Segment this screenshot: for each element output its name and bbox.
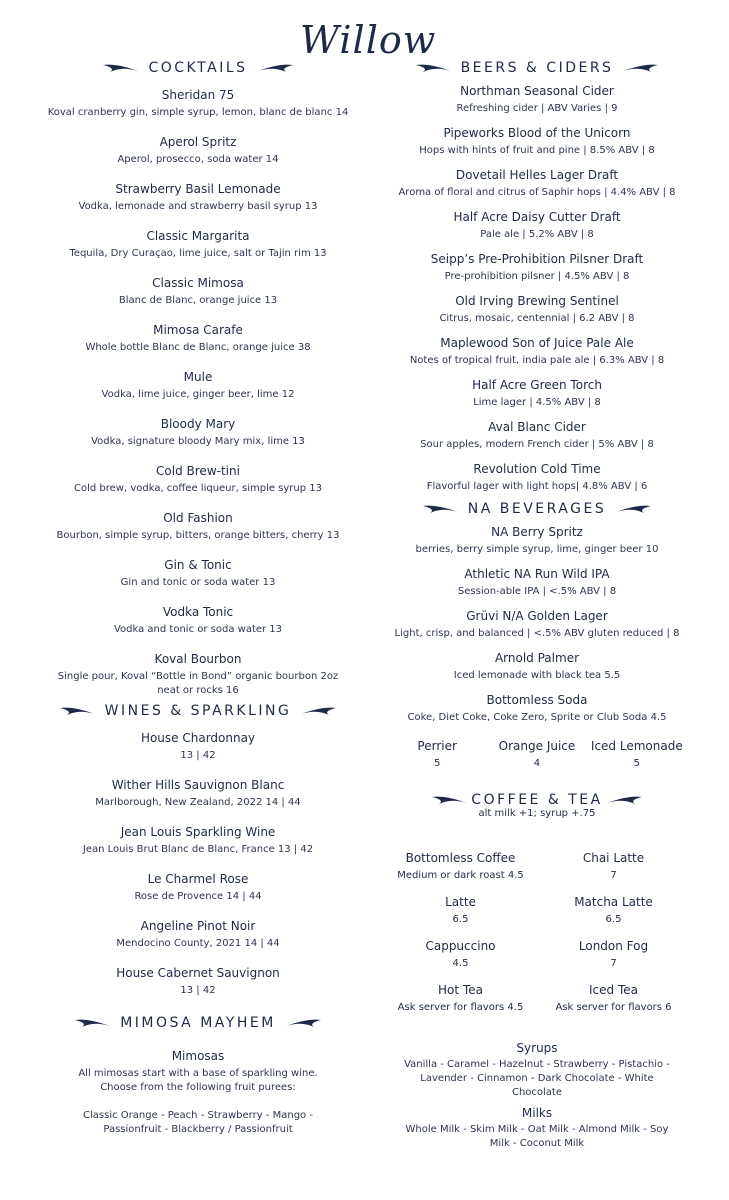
item-desc: Single pour, Koval “Bottle in Bond” organic bourbon 2oz — [57, 671, 339, 682]
wines-title: WINES & SPARKLING — [104, 703, 292, 719]
item-desc: Aperol, prosecco, soda water 14 — [117, 154, 279, 165]
cocktail-item — [18, 276, 378, 308]
item-desc: Mendocino County, 2021 14 | 44 — [116, 938, 280, 949]
beers-section — [384, 60, 690, 494]
item-name: Cold Brew-tini — [156, 464, 240, 478]
beer-item — [384, 462, 690, 494]
item-desc: Medium or dark roast 4.5 — [397, 870, 524, 881]
item-name: Old Irving Brewing Sentinel — [455, 294, 619, 308]
swallow-left-icon — [415, 60, 453, 76]
beer-item — [384, 378, 690, 410]
coffee-item — [537, 851, 690, 881]
item-desc: Iced lemonade with black tea 5.5 — [453, 670, 621, 681]
item-name: Revolution Cold Time — [473, 462, 601, 476]
coffee-item — [384, 851, 537, 881]
item-desc: Vodka and tonic or soda water 13 — [113, 624, 283, 635]
coffee-item — [537, 939, 690, 969]
item-desc: 6.5 — [452, 914, 469, 925]
coffee-item — [537, 895, 690, 925]
item-desc: Jean Louis Brut Blanc de Blanc, France 13 | 42 — [82, 844, 314, 855]
item-name: Pipeworks Blood of the Unicorn — [443, 126, 631, 140]
na-header — [384, 501, 690, 517]
wine-item — [18, 778, 378, 810]
item-name: Le Charmel Rose — [147, 872, 249, 886]
swallow-left-icon — [422, 501, 460, 517]
item-desc: Gin and tonic or soda water 13 — [120, 577, 276, 588]
mimosa-line: Choose from the following fruit purees: — [100, 1082, 296, 1093]
coffee-header — [384, 792, 690, 808]
beer-item — [384, 252, 690, 284]
cocktail-item — [18, 135, 378, 167]
item-name: Bottomless Soda — [486, 693, 588, 707]
item-name: Maplewood Son of Juice Pale Ale — [440, 336, 634, 350]
item-desc: Coke, Diet Coke, Coke Zero, Sprite or Club Soda 4.5 — [407, 712, 667, 723]
item-name: Cappuccino — [425, 939, 496, 953]
item-name: Strawberry Basil Lemonade — [115, 182, 281, 196]
item-desc: Sour apples, modern French cider | 5% ABV | 8 — [420, 439, 654, 450]
willow-logo: Willow — [300, 18, 437, 62]
coffee-grid — [384, 851, 690, 1013]
cocktail-item — [18, 652, 378, 698]
item-desc: Ask server for flavors 6 — [555, 1002, 672, 1013]
cocktail-item — [18, 417, 378, 449]
item-desc-cont: neat or rocks 16 — [157, 685, 239, 696]
item-desc: Pale ale | 5.2% ABV | 8 — [480, 229, 594, 240]
wine-item — [18, 825, 378, 857]
item-desc: Bourbon, simple syrup, bitters, orange bitters, cherry 13 — [56, 530, 340, 541]
item-desc: berries, berry simple syrup, lime, ginger beer 10 — [415, 544, 659, 555]
item-desc: Vodka, signature bloody Mary mix, lime 13 — [91, 436, 305, 447]
na-small-item — [388, 739, 486, 769]
beer-item — [384, 294, 690, 326]
item-price: 4 — [533, 758, 541, 769]
item-name: Jean Louis Sparkling Wine — [120, 825, 276, 839]
item-name: Athletic NA Run Wild IPA — [464, 567, 610, 581]
cocktail-item — [18, 229, 378, 261]
cocktail-item — [18, 88, 378, 120]
beer-item — [384, 168, 690, 200]
wine-item — [18, 966, 378, 998]
item-desc: Refreshing cider | ABV Varies | 9 — [456, 103, 618, 114]
item-name: Bloody Mary — [160, 417, 236, 431]
item-name: Koval Bourbon — [154, 652, 242, 666]
item-name: Perrier — [417, 739, 457, 753]
item-name: Wither Hills Sauvignon Blanc — [111, 778, 285, 792]
beer-item — [384, 126, 690, 158]
item-desc: Tequila, Dry Curaçao, lime juice, salt or Tajin rim 13 — [69, 248, 327, 259]
item-name: Seipp’s Pre-Prohibition Pilsner Draft — [430, 252, 644, 266]
item-name: Half Acre Daisy Cutter Draft — [453, 210, 621, 224]
milks-list: Milk - Coconut Milk — [489, 1138, 585, 1149]
item-name: NA Berry Spritz — [491, 525, 583, 539]
item-desc: Whole bottle Blanc de Blanc, orange juice 38 — [85, 342, 311, 353]
item-desc: Vodka, lemonade and strawberry basil syrup 13 — [78, 201, 318, 212]
mimosa-title: MIMOSA MAYHEM — [120, 1015, 276, 1031]
milks-title: Milks — [521, 1106, 553, 1120]
item-desc: Aroma of floral and citrus of Saphir hops | 4.4% ABV | 8 — [398, 187, 676, 198]
swallow-right-icon — [256, 60, 294, 76]
syrups-list: Chocolate — [511, 1087, 563, 1098]
wine-item — [18, 872, 378, 904]
cocktails-title: COCKTAILS — [148, 60, 248, 76]
beer-item — [384, 84, 690, 116]
item-name: Arnold Palmer — [494, 651, 580, 665]
cocktails-header — [18, 60, 378, 76]
item-name: Iced Lemonade — [590, 739, 683, 753]
na-title: NA BEVERAGES — [467, 501, 607, 517]
beers-title: BEERS & CIDERS — [460, 60, 614, 76]
item-name: Old Fashion — [163, 511, 233, 525]
item-name: Sheridan 75 — [161, 88, 235, 102]
item-name: Mimosas — [171, 1049, 225, 1063]
na-item — [384, 693, 690, 725]
beer-item — [384, 336, 690, 368]
item-desc: 7 — [610, 958, 617, 969]
cocktail-item — [18, 511, 378, 543]
mimosa-purees: Passionfruit - Blackberry / Passionfruit — [103, 1124, 293, 1135]
milks-block — [384, 1106, 690, 1151]
item-desc: Rose de Provence 14 | 44 — [134, 891, 262, 902]
na-small-item — [488, 739, 586, 769]
coffee-subtitle: alt milk +1; syrup +.75 — [478, 808, 596, 819]
na-item — [384, 651, 690, 683]
item-name: Angeline Pinot Noir — [140, 919, 256, 933]
na-item — [384, 525, 690, 557]
swallow-right-icon — [614, 501, 652, 517]
item-desc: 13 | 42 — [180, 750, 216, 761]
wine-item — [18, 731, 378, 763]
na-section — [384, 501, 690, 769]
item-desc: 13 | 42 — [180, 985, 216, 996]
mimosa-section — [18, 1015, 378, 1137]
item-name: Grüvi N/A Golden Lager — [466, 609, 608, 623]
wines-header — [18, 703, 378, 719]
coffee-item — [537, 983, 690, 1013]
mimosa-purees: Classic Orange - Peach - Strawberry - Mango - — [83, 1110, 313, 1121]
mimosa-header — [18, 1015, 378, 1031]
coffee-title: COFFEE & TEA — [471, 792, 603, 808]
item-desc: Blanc de Blanc, orange juice 13 — [118, 295, 278, 306]
item-name: Latte — [445, 895, 476, 909]
item-name: Mule — [183, 370, 213, 384]
wines-section — [18, 703, 378, 998]
item-desc: Pre-prohibition pilsner | 4.5% ABV | 8 — [444, 271, 630, 282]
item-desc: Ask server for flavors 4.5 — [397, 1002, 524, 1013]
swallow-left-icon — [431, 792, 469, 808]
mimosa-line: All mimosas start with a base of sparkling wine. — [78, 1068, 318, 1079]
item-name: Vodka Tonic — [162, 605, 234, 619]
na-item — [384, 609, 690, 641]
syrups-title: Syrups — [516, 1041, 558, 1055]
cocktail-item — [18, 182, 378, 214]
item-desc: Marlborough, New Zealand, 2022 14 | 44 — [95, 797, 301, 808]
syrups-list: Lavender - Cinnamon - Dark Chocolate - White — [420, 1073, 654, 1084]
cocktail-item — [18, 464, 378, 496]
item-name: Aval Blanc Cider — [488, 420, 586, 434]
item-price: 5 — [433, 758, 441, 769]
coffee-section — [384, 792, 690, 1151]
item-name: Classic Mimosa — [152, 276, 244, 290]
item-desc: Vodka, lime juice, ginger beer, lime 12 — [101, 389, 295, 400]
left-column — [18, 60, 378, 698]
syrups-block — [384, 1041, 690, 1100]
item-name: Orange Juice — [498, 739, 576, 753]
item-name: Dovetail Helles Lager Draft — [455, 168, 619, 182]
item-name: London Fog — [578, 939, 649, 953]
item-name: Aperol Spritz — [159, 135, 237, 149]
na-item — [384, 567, 690, 599]
swallow-left-icon — [59, 703, 97, 719]
item-desc: Flavorful lager with light hops| 4.8% ABV | 6 — [426, 481, 648, 492]
item-name: Bottomless Coffee — [405, 851, 516, 865]
item-name: Half Acre Green Torch — [472, 378, 602, 392]
item-name: Mimosa Carafe — [153, 323, 243, 337]
item-name: Classic Margarita — [146, 229, 250, 243]
syrups-list: Vanilla - Caramel - Hazelnut - Strawberry - Pistachio - — [404, 1059, 670, 1070]
item-desc: Lime lager | 4.5% ABV | 8 — [473, 397, 601, 408]
item-name: Iced Tea — [589, 983, 638, 997]
beer-item — [384, 420, 690, 452]
item-desc: Notes of tropical fruit, india pale ale | 6.3% ABV | 8 — [409, 355, 665, 366]
item-desc: Hops with hints of fruit and pine | 8.5% ABV | 8 — [419, 145, 655, 156]
cocktail-item — [18, 558, 378, 590]
coffee-item — [384, 895, 537, 925]
wine-item — [18, 919, 378, 951]
swallow-right-icon — [299, 703, 337, 719]
item-name: Chai Latte — [582, 851, 645, 865]
beers-header — [384, 60, 690, 76]
swallow-right-icon — [621, 60, 659, 76]
item-name: Matcha Latte — [574, 895, 653, 909]
milks-list: Whole Milk - Skim Milk - Oat Milk - Almond Milk - Soy — [405, 1124, 669, 1135]
item-desc: 6.5 — [605, 914, 622, 925]
item-name: House Cabernet Sauvignon — [116, 966, 280, 980]
item-price: 5 — [633, 758, 640, 769]
item-desc: Citrus, mosaic, centennial | 6.2 ABV | 8 — [439, 313, 635, 324]
item-desc: Session-able IPA | <.5% ABV | 8 — [457, 586, 617, 597]
swallow-right-icon — [284, 1015, 322, 1031]
coffee-item — [384, 939, 537, 969]
mimosa-item — [18, 1049, 378, 1137]
item-name: House Chardonnay — [140, 731, 256, 745]
item-name: Hot Tea — [438, 983, 483, 997]
item-desc: Light, crisp, and balanced | <.5% ABV gluten reduced | 8 — [394, 628, 680, 639]
item-desc: 7 — [610, 870, 617, 881]
item-desc: 4.5 — [452, 958, 469, 969]
beer-item — [384, 210, 690, 242]
item-desc: Cold brew, vodka, coffee liqueur, simple syrup 13 — [73, 483, 323, 494]
na-small-item — [588, 739, 686, 769]
item-desc: Koval cranberry gin, simple syrup, lemon, blanc de blanc 14 — [47, 107, 349, 118]
item-name: Gin & Tonic — [164, 558, 232, 572]
item-name: Northman Seasonal Cider — [460, 84, 614, 98]
coffee-item — [384, 983, 537, 1013]
cocktail-item — [18, 323, 378, 355]
swallow-left-icon — [102, 60, 140, 76]
cocktail-item — [18, 605, 378, 637]
swallow-right-icon — [605, 792, 643, 808]
swallow-left-icon — [74, 1015, 112, 1031]
cocktail-item — [18, 370, 378, 402]
na-small-drinks-row — [384, 739, 690, 769]
